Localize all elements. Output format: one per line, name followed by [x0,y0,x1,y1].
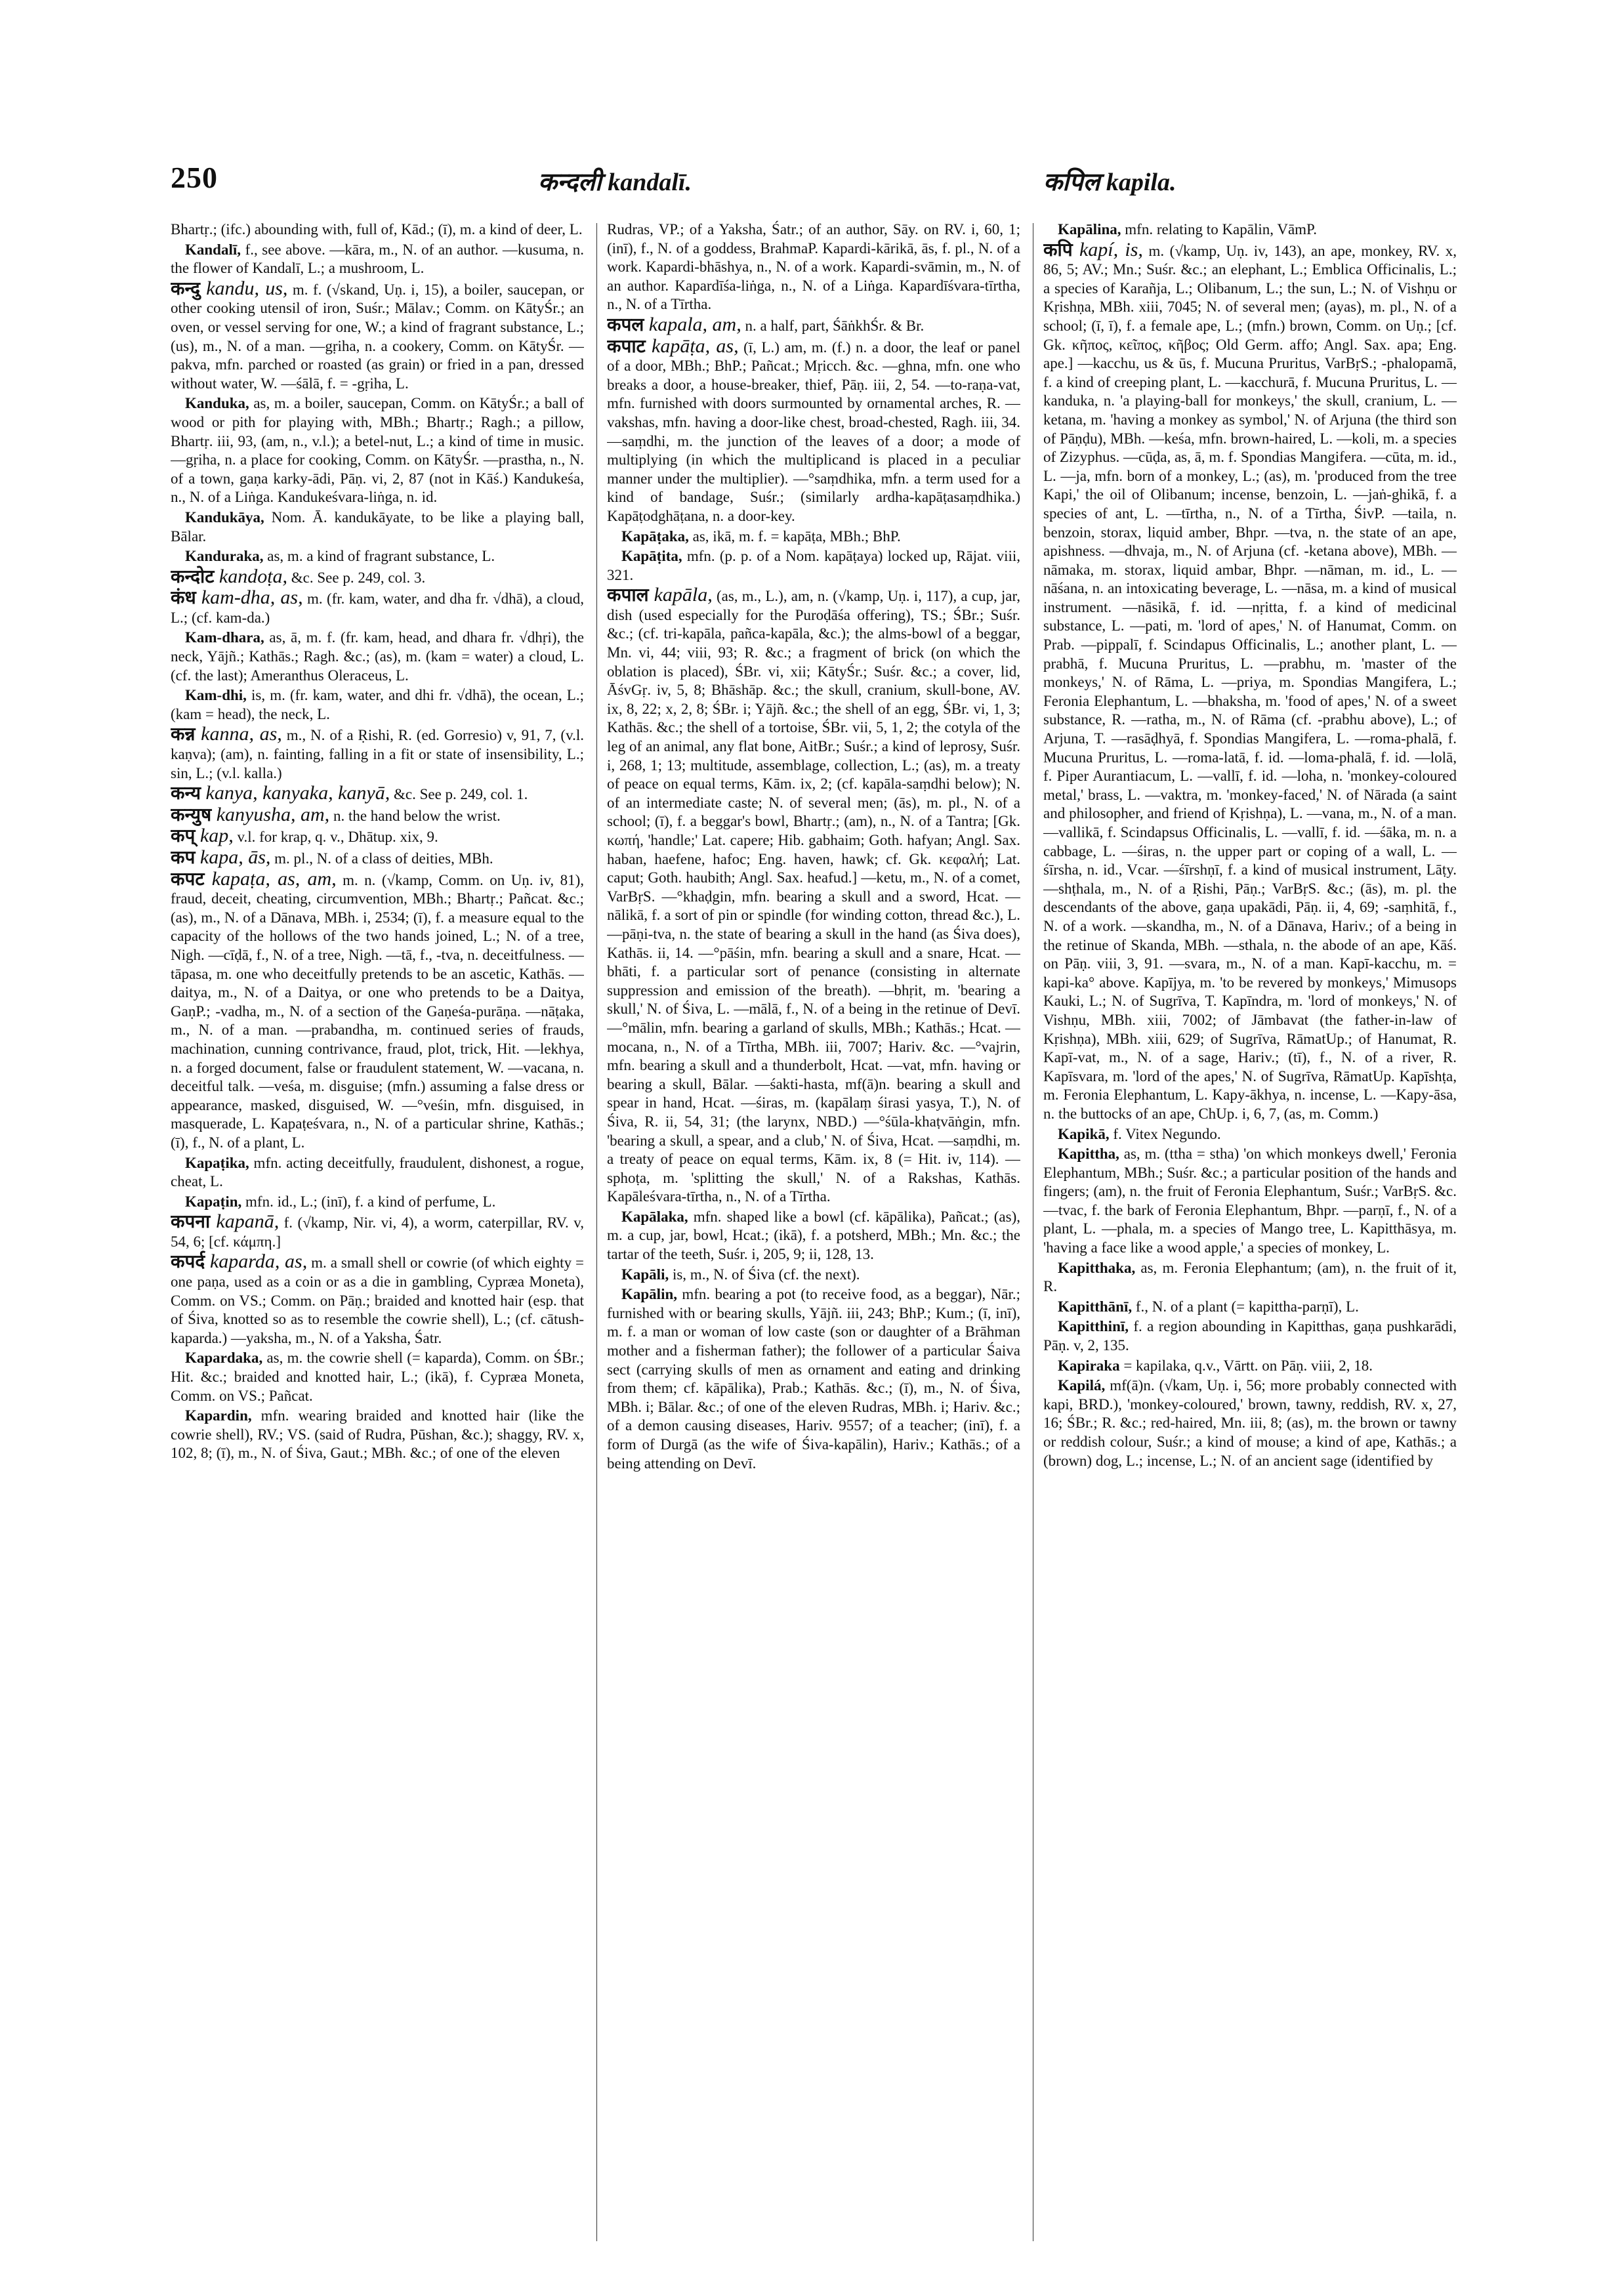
left-guide-word: कन्दली kandalī. [538,169,692,196]
devanagari-headword: कपना [171,1210,211,1233]
entry-text: Bhartṛ.; (ifc.) abounding with, full of, Kād.; (ī), m. a kind of deer, L. [171,221,583,238]
headword: Kapaṭika, [185,1154,249,1171]
headword: Kapitthānī, [1058,1298,1133,1315]
entry-text: Rudras, VP.; of a Yaksha, Śatr.; of an author, Sāy. on RV. i, 60, 1; (inī), f., N. of a goddess, BrahmaP. Kapardi-kārikā, ās, f. pl., N. of a work. Kapardi-bhāshya, n., N. of a work. Kapardi-svāmin, m., N. of an author. Kapardīśa-liṅga, n., N. of a Liṅga. Kapardīśvara-tīrtha, n., N. of a Tīrtha. [607,221,1020,313]
headword: Kapitthinī, [1058,1318,1129,1335]
entry-text: v.l. for krap, q. v., Dhātup. xix, 9. [233,829,438,846]
entry-text: as, m. the cowrie shell (= kaparda), Comm. on ŚBr.; Hit. &c.; braided and knotted hair, L.; (ikā), f. Cypræa Moneta, Comm. on VS.; Pañcat. [171,1350,584,1404]
dictionary-entry [1043,220,1457,239]
headword: Kapitthaka, [1058,1259,1136,1276]
headword: kanyusha, am, [211,803,330,825]
headword: Kapālaka, [621,1208,688,1225]
dictionary-entry [171,241,584,278]
entry-text: &c. See p. 249, col. 1. [390,786,528,803]
dictionary-entry [171,686,584,724]
headword: kapala, am, [644,313,741,335]
dictionary-entry [171,629,584,685]
headword: Kapāṭaka, [621,527,689,545]
entry-text: m. f. (√skand, Uṇ. i, 15), a boiler, saucepan, or other cooking utensil of iron, Suśr.; Mālav.; Comm. on KātyŚr.; an oven, or vessel serving for one, W.; a kind of fragrant substance, L.; (us), m., N. of a man. —gṛiha, n. a cookery, Comm. on KātyŚr. —pakva, mfn. parched or roasted (as grain) or fried in a pan, dressed without water, W. —śālā, f. = -gṛiha, L. [171,281,584,392]
dictionary-entry [171,589,584,627]
entry-text: f., N. of a plant (= kapittha-parṇī), L. [1132,1298,1359,1315]
dictionary-entry [171,565,584,588]
headword: Kapardaka, [185,1350,263,1367]
entry-text: (as, m., L.), am, n. (√kamp, Uṇ. i, 117), a cup, jar, dish (used especially for the Puroḍāśa offering), TS.; ŚBr.; Suśr. &c.; (cf. tri-kapāla, pañca-kapāla, &c.); the alms-bowl of a beggar, Mn. vi, 44; viii, 93; R. &c.; a fragment of brick (on which the oblation is placed), ŚBr. vi, xii; KātyŚr.; Suśr. &c.; a cover, lid, ĀśvGṛ. iv, 5, 8; Bhāshāp. &c.; the skull, cranium, skull-bone, AV. ix, 8, 22; x, 2, 8; ŚBr. i; Yājñ. &c.; the shell of an egg, ŚBr. vi, 1, 3; Kathās. &c.; the shell of a tortoise, ŚBr. vii, 5, 1, 2; the cotyla of the leg of an animal, any flat bone, AitBr.; Suśr.; a kind of leprosy, Suśr. i, 268, 1; 13; multitude, assemblage, collection, L.; (as), m. a treaty of peace on equal terms, Kām. ix, 2; (cf. kapāla-saṃdhi below); N. of an intermediate caste; N. of several men; (ās), m. pl., N. of a school; (ī), f. a beggar's bowl, Bhartṛ.; (am), n., N. of a Tantra; [Gk. κωπή, 'handle;' Lat. capere; Hib. gabhaim; Goth. hafyan; Angl. Sax. haban, haefene, hafoc; Eng. haven, hawk; cf. Gk. κεφαλή; Lat. caput; Goth. haubith; Angl. Sax. heafud.] —ketu, m., N. of a comet, VarBṛS. —°khaḍgin, mfn. bearing a skull and a sword, Hcat. —nālikā, f. a sort of pin or spindle (for winding cotton, thread &c.), L. —pāṇi-tva, n. the state of bearing a skull in the hand (as Śiva does), Kathās. ii, 14. —°pāśin, mfn. bearing a skull and a snare, Hcat. —bhāti, f. a particular sort of penance (consisting in alternate suppression and emission of the breath). —bhṛit, m. 'bearing a skull,' N. of Śiva, L. —mālā, f., N. of a being in the retinue of Devī. —°mālin, mfn. bearing a garland of skulls, MBh.; Kathās.; Hcat. —mocana, n., N. of a Tīrtha, MBh. iii, 7007; Hariv. &c. —°vajrin, mfn. bearing a skull and a thunderbolt, Hcat. —vat, mfn. having or bearing a skull, Bālar. —śakti-hasta, mf(ā)n. bearing a skull and spear in hand, Hcat. —śiras, m. (kapālaṃ śirasi yasya, T.), N. of Śiva, R. ii, 54, 31; (the larynx, NBD.) —°śūla-khaṭvāṅgin, mfn. 'bearing a skull, a spear, and a club,' N. of Śiva, Hcat. —saṃdhi, m. a treaty of peace on equal terms, Kām. ix, 8 (= Hit. iv, 114). —sphoṭa, m. 'splitting the skull,' N. of a Rakshas, Kathās. Kapāleśvara-tīrtha, n., N. of a Tīrtha. [607,588,1020,1205]
column-2 [607,220,1020,2248]
headword: Kapiraka [1058,1357,1120,1374]
page-header [171,157,1457,220]
entry-text: f. a region abounding in Kapitthas, gaṇa pushkarādi, Pāṇ. v, 2, 135. [1043,1318,1457,1354]
continued-entry [171,220,584,239]
entry-text: mfn. acting deceitfully, fraudulent, dishonest, a rogue, cheat, L. [171,1154,584,1190]
dictionary-entry [171,1407,584,1463]
headword: kapāṭa, as, [645,335,739,357]
entry-text: as, m. a kind of fragrant substance, L. [263,548,495,565]
entry-text: m. (√kamp, Uṇ. iv, 143), an ape, monkey, RV. x, 86, 5; AV.; Mn.; Suśr. &c.; an elephant, L.; Emblica Officinalis, L.; a species of Karañja, L.; Olibanum, L.; the sun, L.; N. of Vishṇu or Kṛishṇa, MBh. xiii, 7045; N. of several men; (ayas), m. pl., N. of a school; (ī, ī), f. a female ape, L.; (mfn.) brown, Comm. on Uṇ.; [cf. Gk. κῆπος, κεῖπος, κῆβος; Old Germ. affo; Angl. Sax. apa; Eng. ape.] —kacchu, us & ūs, f. Mucuna Pruritus, VarBṛS.; -phalopamā, f. a kind of creeping plant, L. —kacchurā, f. Mucuna Pruritus, L. —kanduka, n. 'a playing-ball for monkeys,' the skull, cranium, L. —ketana, m. 'having a monkey as symbol,' N. of Arjuna (the third son of Pāṇḍu), MBh. —keśa, mfn. brown-haired, L. —koli, m. a species of Zizyphus. —cūḍa, as, ā, m. f. Spondias Mangifera. —cūta, m. id., L. —ja, mfn. born of a monkey, L.; (as), m. 'produced from the tree Kapi,' the oil of Olibanum; incense, benzoin, L. —jaṅ-ghikā, f. a species of ant, L. —tīrtha, n., N. of a Tīrtha, ŚivP. —taila, n. benzoin, storax, liquid amber, Bhpr. —tva, n. the state of an ape, apishness. —dhvaja, m., N. of Arjuna (cf. -ketana above), MBh. —nāmaka, m. storax, liquid ambar, Bhpr. —nāman, m. id., L. —nāśana, n. an intoxicating beverage, L. —nāsa, m. a kind of musical instrument. —nāsikā, f. id. —nṛitta, f. a kind of medicinal substance, L. —pati, m. 'lord of apes,' N. of Hanumat, Comm. on Prab. —pippalī, f. Scindapus Officinalis, L.; another plant, L. —prabhā, f. Mucuna Pruritus, L. —prabhu, m. 'master of the monkeys,' N. of Rāma, L. —priya, m. Spondias Mangifera, L.; Feronia Elephantum, L. —bhaksha, m. 'food of apes,' N. of a sweet substance, R. —ratha, m., N. of Rāma (cf. -prabhu above), L.; of Arjuna, T. —rasāḍhyā, f. Spondias Mangifera, L. —roma-phalā, f. Mucuna Pruritus, L. —roma-latā, f. id. —loma-phalā, f. id. —lolā, f. Piper Aurantiacum, L. —vallī, f. id. —loha, n. 'monkey-coloured metal,' brass, L. —vaktra, m. 'monkey-faced,' N. of Nārada (a saint and philosopher, and friend of Kṛishṇa), L. —vana, m., N. of a man. —vallikā, f. Scindapsus Officinalis, L. —vallī, f. id. —śāka, m. n. a cabbage, L. —śiras, n. the upper part or coping of a wall, L. —śīrsha, n. id., Vcar. —śīrshṇī, f. a kind of musical instrument, Lāṭy. —shṭhala, m., N. of a Ṛishi, Pāṇ.; VarBṛS. &c.; (ās), m. pl. the descendants of the above, gaṇa upakādi, Pāṇ. ii, 4, 69; -saṃhitā, f., N. of a work. —skandha, m., N. of a Dānava, Hariv.; of a being in the retinue of Skanda, MBh. —sthala, n. the abode of an ape, Kāś. on Pāṇ. viii, 3, 91. —svara, m., N. of a man. Kapī-kacchu, m. = kapi-ka° above. Kapījya, m. 'to be revered by monkeys,' Mimusops Kauki, L.; N. of Sugrīva, T. Kapīndra, m. 'lord of monkeys,' N. of Vishṇu, MBh. xiii, 7002; of Jāmbavat (the father-in-law of Kṛishṇa), MBh. xiii, 629; of Sugrīva, RāmatUp.; of Hanumat, R. Kapī-vat, m., N. of a sage, Hariv.; (tī), f., N. of a river, R. Kapīsvara, m. 'lord of the apes,' N. of Sugrīva, RāmatUp. Kapīshṭa, m. Feronia Elephantum, L. Kapy-ākhya, n. incense, L. —Kapy-āsa, n. the buttocks of an ape, ChUp. i, 6, 7, (as, m. Comm.) [1043,242,1457,1122]
headword: Kapāli, [621,1266,669,1283]
devanagari-headword: कन्युष [171,803,212,825]
entry-text: m. n. (√kamp, Comm. on Uṇ. iv, 81), fraud, deceit, cheating, circumvention, MBh.; Bhartṛ.; Pañcat. &c.; (as), m., N. of a Dānava, MBh. i, 2534; (ī), f. a measure equal to the capacity of the hollows of the two hands joined, L.; N. of a tree, Nigh. —cīḍā, f., N. of a tree, Nigh. —tā, f., -tva, n. deceitfulness. —tāpasa, m. one who deceitfully pretends to be an ascetic, Kathās. —daitya, m., N. of a Daitya, or one who pretends to be a Daitya, GaṇP.; -vadha, m., N. of a section of the Gaṇeśa-purāṇa. —nāṭaka, m., N. of a man. —prabandha, m. continued series of frauds, machination, cunning contrivance, fraud, plot, trick, Hit. —lekhya, n. a forged document, false or fraudulent statement, W. —vacana, n. deceitful talk. —veśa, m. disguise; (mfn.) assuming a false dress or appearance, masked, disguised, W. —°veśin, mfn. disguised, in masquerade, L. Kapaṭeśvara, n., N. of a particular shrine, Kathās.; (ī), f., N. of a plant, L. [171,871,584,1151]
entry-text: (ī, L.) am, m. (f.) n. a door, the leaf or panel of a door, MBh.; BhP.; Pañcat.; Mṛicch. &c. —ghna, mfn. one who breaks a door, a house-breaker, thief, Pāṇ. iii, 2, 54. —to-raṇa-vat, mfn. furnished with doors surmounted by ornamental arches, R. —vakshas, mfn. having a door-like chest, broad-chested, Ragh. iii, 34. —saṃdhi, m. the junction of the leaves of a door; a mode of multiplying (in which the multiplicand is placed in a peculiar manner under the multiplier). —°saṃdhika, mfn. a term used for a kind of bandage, Suśr.; (similarly ardha-kapāṭasaṃdhika.) Kapāṭodghāṭana, n. a door-key. [607,339,1020,524]
headword: kapaṭa, as, am, [204,867,337,890]
entry-text: f. Vitex Negundo. [1109,1125,1221,1142]
entry-text: is, m. (fr. kam, water, and dhi fr. √dhā), the ocean, L.; (kam = head), the neck, L. [171,687,584,722]
dictionary-entry [607,1285,1020,1473]
devanagari-headword: कन्य [171,782,201,804]
headword: kap, [195,825,234,847]
entry-text: f., see above. —kāra, m., N. of an author. —kusuma, n. the flower of Kandalī, L.; a mushroom, L. [171,241,584,277]
dictionary-entry [171,1349,584,1405]
dictionary-entry [171,508,584,546]
entry-text: m. (fr. kam, water, and dha fr. √dhā), a cloud, L.; (cf. kam-da.) [171,590,584,626]
headword: kandoṭa, [214,565,288,587]
dictionary-entry [607,313,1020,336]
devanagari-headword: कन्न [171,723,196,745]
entry-text: m., N. of a Ṛishi, R. (ed. Gorresio) v, 91, 7, (v.l. kaṇva); (am), n. fainting, falling in a fit or state of insensibility, L.; sin, L.; (v.l. kalla.) [171,727,584,781]
dictionary-entry [1043,1317,1457,1355]
continued-entry [607,220,1020,314]
dictionary-entry [171,725,584,783]
dictionary-entry [171,803,584,826]
headword: Kapikā, [1058,1125,1110,1142]
dictionary-entry [607,547,1020,585]
dictionary-entry [1043,238,1457,1124]
devanagari-headword: कपट [171,867,205,890]
entry-text: m. a small shell or cowrie (of which eighty = one paṇa, used as a coin or as a die in gambling, Cypræa Moneta), Comm. on VS.; Comm. on Pāṇ.; braided and knotted hair (esp. that of Śiva, knotted so as to resemble the cowrie shell), L.; (cf. cātush-kaparda.) —yaksha, m., N. of a Yaksha, Śatr. [171,1254,584,1346]
dictionary-entry [171,1193,584,1212]
dictionary-entry [171,547,584,566]
entry-text: mf(ā)n. (√kam, Uṇ. i, 56; more probably connected with kapi, BRD.), 'monkey-coloured,' brown, tawny, reddish, RV. x, 27, 16; ŚBr.; R. &c.; red-haired, Mn. iii, 8; (as), m. the brown or tawny or reddish colour, Suśr.; a kind of mouse; a kind of ape, Kathās.; a (brown) dog, L.; incense, L.; N. of an ancient sage (identified by [1043,1377,1457,1469]
dictionary-entry [171,784,584,804]
headword: Kapāṭita, [621,548,682,565]
dictionary-entry [171,1154,584,1191]
entry-text: is, m., N. of Śiva (cf. the next). [669,1266,860,1283]
headword: Kandalī, [185,241,241,258]
entry-text: n. the hand below the wrist. [329,807,501,824]
entry-text: as, m. Feronia Elephantum; (am), n. the fruit of it, R. [1043,1259,1457,1295]
headword: kapanā, [210,1210,280,1233]
dictionary-entry [171,279,584,394]
entry-text: mfn. bearing a pot (to receive food, as a beggar), Nār.; furnished with or bearing skulls, Yājñ. iii, 243; BhP.; Kum.; (ī, inī), m. f. a man or woman of low caste (son or daughter of a Brāhman mother and a fisherman father); the follower of a particular Śaiva sect (carrying skulls of men as ornament and eating and drinking from them; cf. kāpālika), Prab.; Kathās. &c.; (ī), m., N. of Śiva, MBh. i; Bālar. &c.; of one of the eleven Rudras, MBh. i; Hariv. &c.; of a demon causing diseases, Hariv. 9557; of a teacher; (inī), f. a form of Durgā (as the wife of Śiva-kapālin), Hariv.; Kathās.; of a being attending on Devī. [607,1286,1020,1472]
headword: Kapardin, [185,1407,252,1424]
headword: kanya, kanyaka, kanyā, [201,782,390,804]
headword: kam-dha, as, [196,587,303,609]
headword: Kapilá, [1058,1377,1106,1394]
entry-text: mfn. shaped like a bowl (cf. kāpālika), Pañcat.; (as), m. a cup, jar, bowl, Hcat.; (ikā), f. a potsherd, MBh.; Mn. &c.; the tartar of the teeth, Suśr. i, 205, 9; ii, 128, 13. [607,1208,1020,1263]
headword: kandu, us, [200,277,288,299]
devanagari-headword: कप् [171,825,196,847]
dictionary-entry [607,1266,1020,1285]
devanagari-headword: कप [171,846,196,868]
headword: Kanduka, [185,395,249,412]
dictionary-entry [607,1208,1020,1264]
headword: Kapālina, [1058,221,1121,238]
dictionary-entry [1043,1125,1457,1144]
headword: kapí, is, [1072,238,1143,260]
text-columns [171,220,1457,2248]
column-1 [171,220,584,2248]
devanagari-headword: कपल [607,313,644,335]
entry-text: as, m. (ttha = stha) 'on which monkeys dwell,' Feronia Elephantum, MBh.; Suśr. &c.; a particular position of the hands and fingers; (am), n. the fruit of Feronia Elephantum, Suśr.; VarBṛS. &c. —tvac, f. the bark of Feronia Elephantum, Bhpr. —parṇī, f., N. of a plant, L. —phala, m. a species of Mango tree, L. Kapitthāsya, m. 'having a face like a wood apple,' a species of monkey, L. [1043,1146,1457,1256]
headword: Kam-dhi, [185,687,247,704]
dictionary-entry [171,1212,584,1251]
headword: Kam-dhara, [185,629,264,646]
dictionary-entry [171,848,584,869]
dictionary-entry [171,1252,584,1348]
dictionary-entry [171,827,584,847]
dictionary-page [171,157,1457,2257]
entry-text: mfn. (p. p. of a Nom. kapāṭaya) locked up, Rājat. viii, 321. [607,548,1020,583]
entry-text: mfn. id., L.; (inī), f. a kind of perfume, L. [241,1193,496,1210]
dictionary-entry [1043,1145,1457,1258]
devanagari-headword: कन्दोट [171,565,215,587]
right-guide-word: कपिल kapila. [1043,169,1176,196]
headword: kaparda, as, [205,1251,308,1273]
headword: Kanduraka, [185,548,264,565]
entry-text: as, ā, m. f. (fr. kam, head, and dhara fr. √dhṛi), the neck, Yājñ.; Kathās.; Ragh. &c.; (as), m. (kam = water) a cloud, L. (cf. the last); Ameranthus Oleraceus, L. [171,629,584,684]
dictionary-entry [1043,1298,1457,1317]
entry-text: &c. See p. 249, col. 3. [287,569,426,586]
dictionary-entry [607,337,1020,526]
dictionary-entry [171,867,584,1153]
dictionary-entry [607,586,1020,1207]
headword: Kapittha, [1058,1146,1119,1163]
page-number: 250 [171,161,218,194]
devanagari-headword: कन्दु [171,277,201,299]
headword: kapāla, [648,584,713,606]
entry-text: Nom. Ā. kandukāyate, to be like a playing ball, Bālar. [171,508,584,545]
entry-text: mfn. wearing braided and knotted hair (like the cowrie shell), RV.; VS. (said of Rudra, Pūshan, &c.); shaggy, RV. x, 102, 8; (ī), m., N. of Śiva, Gaut.; MBh. &c.; of one of the eleven [171,1407,584,1462]
headword: kapa, ās, [195,846,271,868]
column-divider [596,223,597,2241]
dictionary-entry [171,394,584,507]
headword: Kapālin, [621,1286,678,1303]
headword: Kapaṭin, [185,1193,242,1210]
headword: kanna, as, [195,723,282,745]
column-3 [1043,220,1457,2248]
entry-text: = kapilaka, q.v., Vārtt. on Pāṇ. viii, 2, 18. [1119,1357,1373,1374]
devanagari-headword: कपर्द [171,1251,205,1273]
entry-text: as, m. a boiler, saucepan, Comm. on KātyŚr.; a ball of wood or pith for playing with, MBh.; Bhartṛ.; Ragh.; a pillow, Bhartṛ. iii, 93, (am, n., v.l.); a betel-nut, L.; a kind of time in music. —gṛiha, n. a place for cooking, Comm. on KātyŚr. —prastha, n., N. of a town, gaṇa karky-ādi, Pāṇ. vi, 2, 87 (not in Kāś.) Kandukeśa, n., N. of a Liṅga. Kandukeśvara-liṅga, n. id. [171,395,584,506]
entry-text: n. a half, part, ŚāṅkhŚr. & Br. [741,317,925,334]
dictionary-entry [607,527,1020,547]
dictionary-entry [1043,1357,1457,1376]
entry-text: m. pl., N. of a class of deities, MBh. [270,850,493,867]
devanagari-headword: कपाल [607,584,649,606]
entry-text: mfn. relating to Kapālin, VāmP. [1121,221,1318,238]
dictionary-entry [1043,1376,1457,1470]
devanagari-headword: कंध [171,587,196,609]
headword: Kandukāya, [185,508,264,526]
entry-text: as, ikā, m. f. = kapāṭa, MBh.; BhP. [688,527,901,545]
entry-text: f. (√kamp, Nir. vi, 4), a worm, caterpillar, RV. v, 54, 6; [cf. κάμπη.] [171,1214,584,1250]
dictionary-entry [1043,1259,1457,1296]
devanagari-headword: कपाट [607,335,646,357]
devanagari-headword: कपि [1043,238,1073,260]
